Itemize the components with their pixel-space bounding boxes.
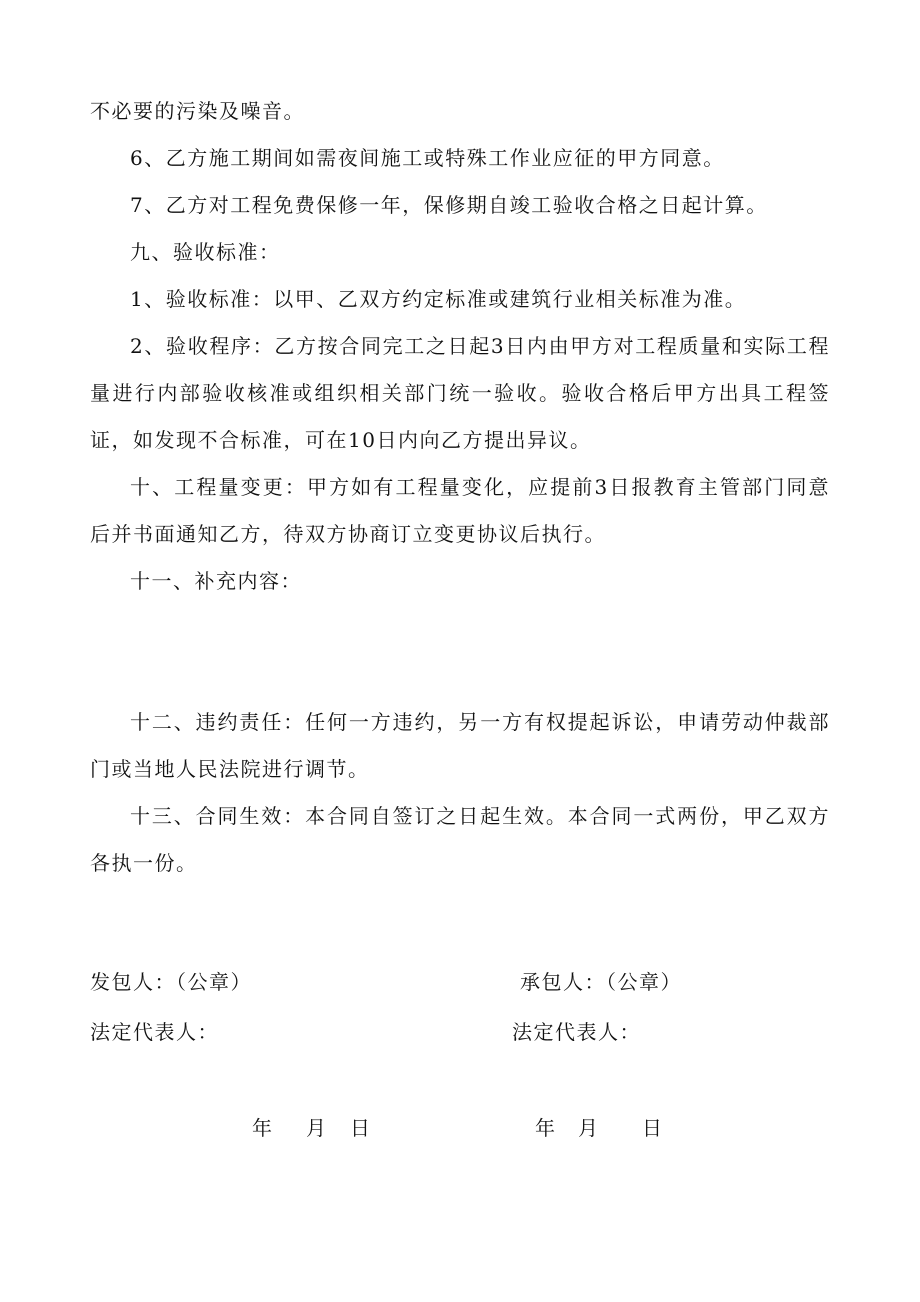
clause-9-2: 2、验收程序：乙方按合同完工之日起3日内由甲方对工程质量和实际工程量进行内部验收核准或组织相关部门统一验收。验收合格后甲方出具工程签证，如发现不合标准，可在10日内向乙方提出异议。 [90, 334, 830, 452]
clause-10: 十、工程量变更：甲方如有工程量变化，应提前3日报教育主管部门同意后并书面通知乙方，待双方协商订立变更协议后执行。 [90, 475, 830, 546]
clause-9-1: 1、验收标准：以甲、乙双方约定标准或建筑行业相关标准为准。 [130, 287, 747, 311]
left-date-day: 日 [350, 1116, 370, 1140]
employer-representative-label: 法定代表人： [90, 1020, 219, 1044]
clause-13: 十三、合同生效：本合同自签订之日起生效。本合同一式两份，甲乙双方各执一份。 [90, 804, 830, 875]
clause-8-6: 6、乙方施工期间如需夜间施工或特殊工作业应征的甲方同意。 [130, 146, 725, 170]
contractor-seal-label: 承包人：（公章） [520, 970, 682, 994]
heading-supplementary: 十一、补充内容： [130, 569, 302, 593]
contract-body [90, 88, 830, 887]
contractor-representative-label: 法定代表人： [512, 1020, 641, 1044]
left-date-month: 月 [306, 1116, 326, 1140]
paragraph-continuation: 不必要的污染及噪音。 [90, 99, 305, 123]
blank-supplementary-area [90, 605, 830, 699]
heading-acceptance-standard: 九、验收标准： [130, 240, 281, 264]
clause-12: 十二、违约责任：任何一方违约，另一方有权提起诉讼，申请劳动仲裁部门或当地人民法院进行调节。 [90, 710, 830, 781]
left-date-year: 年 [252, 1116, 272, 1140]
right-date-year: 年 [535, 1116, 555, 1140]
right-date-month: 月 [578, 1116, 598, 1140]
employer-seal-label: 发包人：（公章） [90, 970, 252, 994]
clause-8-7: 7、乙方对工程免费保修一年，保修期自竣工验收合格之日起计算。 [130, 193, 768, 217]
right-date-day: 日 [642, 1116, 662, 1140]
